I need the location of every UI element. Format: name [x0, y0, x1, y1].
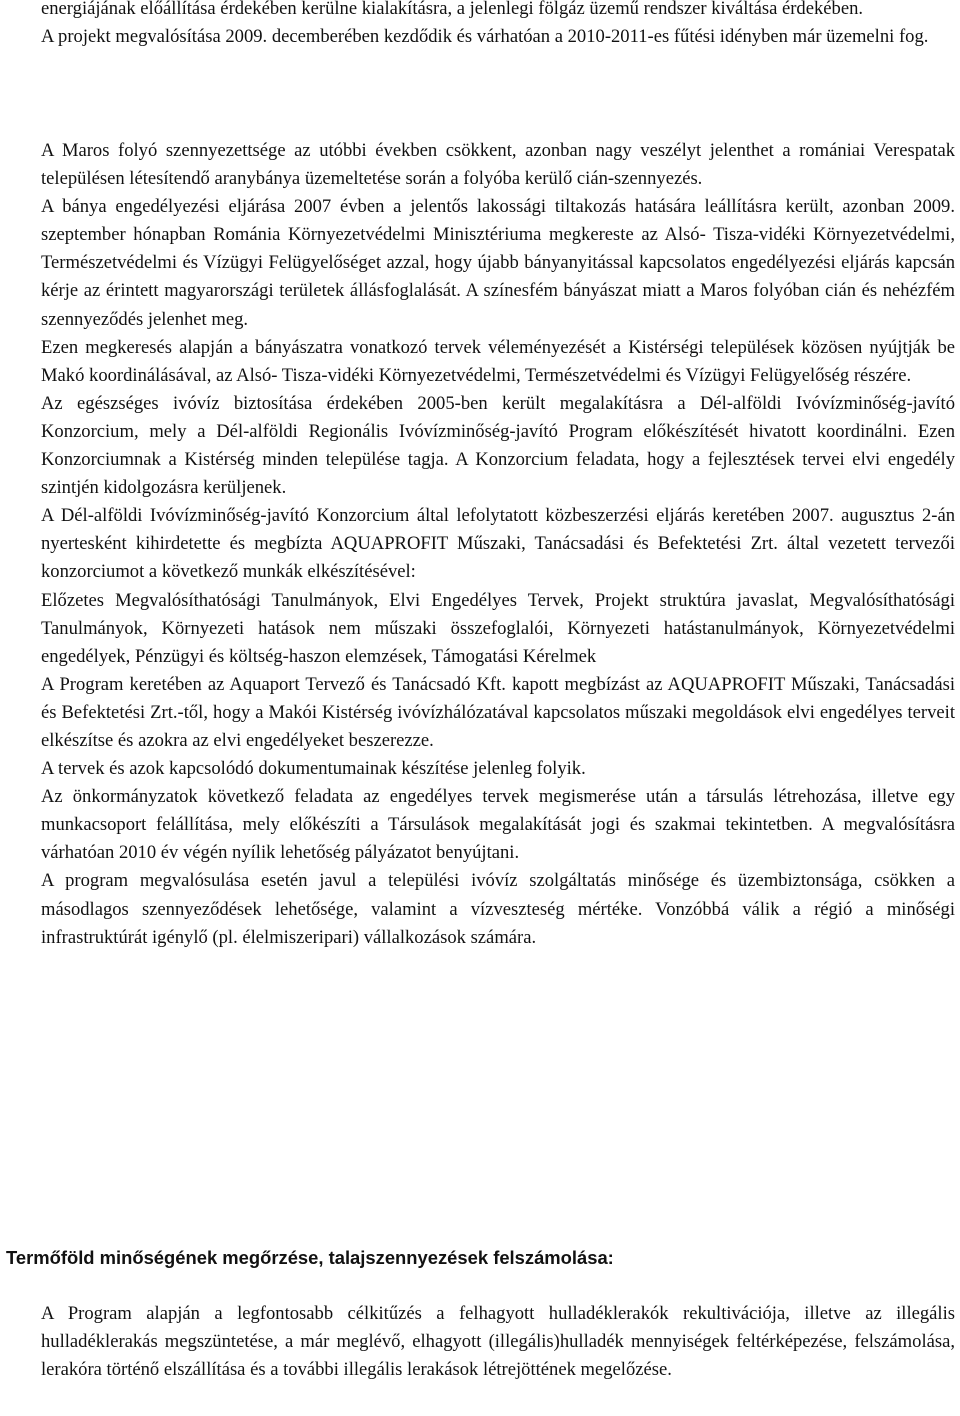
paragraph-inquiry-response: Ezen megkeresés alapján a bányászatra vonatkozó tervek véleményezését a Kistérségi települések közösen nyújtják be Makó koordinálásával, az Alsó- Tisza-vidéki Környezetvédelmi, Természetvédelmi és Vízügyi Felügyelőség részére.	[41, 336, 955, 386]
paragraph-intro-1: energiájának előállítása érdekében kerülne kialakításra, a jelenlegi fölgáz üzemű rendszer kiváltása érdekében.	[41, 0, 864, 19]
paragraph-procurement: A Dél-alföldi Ivóvízminőség-javító Konzorcium által lefolytatott közbeszerzési eljárás keretében 2007. augusztus 2-án nyertesként kihirdetette és megbízta AQUAPROFIT Műszaki, Tanácsadási és Befektetési Zrt. által vezetett tervezői konzorciumot a következő munkák elkészítésével:	[41, 505, 955, 583]
paragraph-work-list: Előzetes Megvalósíthatósági Tanulmányok, Elvi Engedélyes Tervek, Projekt struktúra javaslat, Megvalósíthatósági Tanulmányok, Környezeti hatások nem műszaki összefoglalói, Környezeti hatástanulmányok, Környezetvédelmi engedélyek, Pénzügyi és költség-haszon elemzések, Támogatási Kérelmek	[41, 589, 955, 667]
paragraph-next-tasks: Az önkormányzatok következő feladata az engedélyes tervek megismerése után a társulás létrehozása, illetve egy munkacsoport felállítása, mely előkészíti a Társulások megalakítását jogi és szakmai tekintetben. A megvalósításra várhatóan 2010 év végén nyílik lehetőség pályázatot benyújtani.	[41, 786, 955, 864]
intro-text-block	[41, 0, 955, 51]
section-text-block	[41, 1300, 955, 1384]
paragraph-maros-pollution: A Maros folyó szennyezettsége az utóbbi években csökkent, azonban nagy veszélyt jelenthet a romániai Verespatak településen létesítendő aranybánya üzemeltetése során a folyóba kerülő cián-szennyezés.	[41, 140, 955, 190]
paragraph-program-benefits: A program megvalósulása esetén javul a települési ivóvíz szolgáltatás minősége és üzembiztonsága, csökken a másodlagos szennyeződések lehetősége, valamint a vízveszteség mértéke. Vonzóbbá válik a régió a minőségi infrastruktúrát igénylő (pl. élelmiszeripari) vállalkozások számára.	[41, 870, 955, 948]
main-text-block	[41, 137, 955, 952]
paragraph-plans-in-progress: A tervek és azok kapcsolódó dokumentumainak készítése jelenleg folyik.	[41, 758, 586, 780]
paragraph-drinking-water-consortium: Az egészséges ivóvíz biztosítása érdekében 2005-ben került megalakításra a Dél-alföldi Ivóvízminőség-javító Konzorcium, mely a Dél-alföldi Regionális Ivóvízminőség-javító Program előkészítését hivatott koordinálni. Ezen Konzorciumnak a Kistérség minden települése tagja. A Konzorcium feladata, hogy a fejlesztések tervei elvi engedély szintjén kidolgozásra kerüljenek.	[41, 392, 955, 499]
paragraph-intro-2: A projekt megvalósítása 2009. decemberében kezdődik és várhatóan a 2010-2011-es fűtési idényben már üzemelni fog.	[41, 26, 929, 48]
paragraph-aquaport-assignment: A Program keretében az Aquaport Tervező és Tanácsadó Kft. kapott megbízást az AQUAPROFIT Műszaki, Tanácsadási és Befektetési Zrt.-től, hogy a Makói Kistérség ivóvízhálózatával kapcsolatos műszaki megoldások elvi engedélyes terveit elkészítse és azokra az elvi engedélyeket beszerezze.	[41, 673, 955, 751]
paragraph-landfill-program: A Program alapján a legfontosabb célkitűzés a felhagyott hulladéklerakók rekultivációja, illetve az illegális hulladéklerakás megszüntetése, a már meglévő, elhagyott (illegális)hulladék mennyiségek feltérképezése, felszámolása, lerakóra történő elszállítása és a további illegális lerakások létrejöttének megelőzése.	[41, 1303, 955, 1381]
section-heading: Termőföld minőségének megőrzése, talajszennyezések felszámolása:	[6, 1247, 614, 1268]
paragraph-mine-permit: A bánya engedélyezési eljárása 2007 évben a jelentős lakossági tiltakozás hatására leállításra került, azonban 2009. szeptember hónapban Románia Környezetvédelmi Minisztériuma megkereste az Alsó- Tisza-vidéki Környezetvédelmi, Természetvédelmi és Vízügyi Felügyelőséget azzal, hogy újabb bányanyitással kapcsolatos engedélyezési eljárás kapcsán kérje az érintett magyarországi területek állásfoglalását. A színesfém bányászat miatt a Maros folyóban cián és nehézfém szennyeződés jelenhet meg.	[41, 196, 955, 330]
